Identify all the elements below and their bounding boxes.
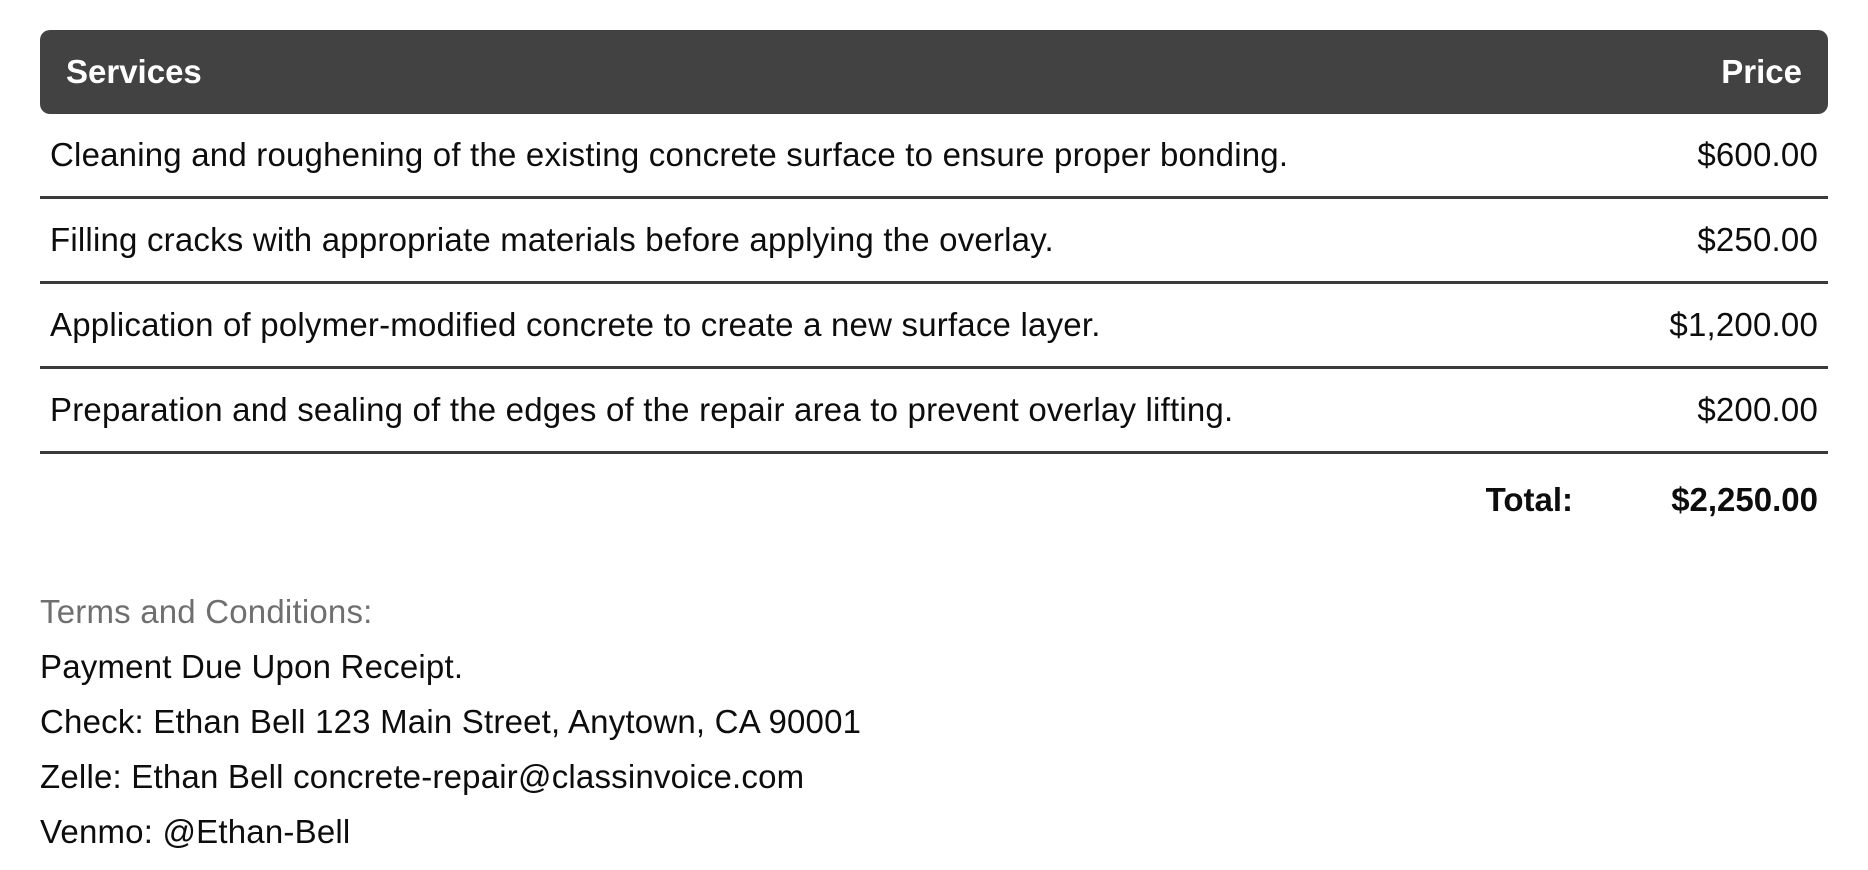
table-row xyxy=(40,199,1828,284)
terms-line-venmo: Venmo: @Ethan-Bell xyxy=(40,813,351,850)
services-table xyxy=(40,30,1828,546)
services-table-footer xyxy=(40,454,1828,546)
terms-and-conditions-section xyxy=(40,584,1828,859)
service-price: $1,200.00 xyxy=(1583,284,1828,369)
service-description: Preparation and sealing of the edges of the repair area to prevent overlay lifting. xyxy=(40,369,1583,454)
table-row xyxy=(40,114,1828,199)
table-row xyxy=(40,284,1828,369)
services-column-header: Services xyxy=(40,30,1583,114)
services-table-body xyxy=(40,114,1828,454)
service-description: Application of polymer-modified concrete to create a new surface layer. xyxy=(40,284,1583,369)
terms-line-payment: Payment Due Upon Receipt. xyxy=(40,648,464,685)
service-description: Cleaning and roughening of the existing concrete surface to ensure proper bonding. xyxy=(40,114,1583,199)
total-label: Total: xyxy=(1485,481,1573,518)
invoice-document xyxy=(40,30,1828,859)
service-price: $250.00 xyxy=(1583,199,1828,284)
total-row xyxy=(40,454,1828,546)
service-price: $200.00 xyxy=(1583,369,1828,454)
services-table-header xyxy=(40,30,1828,114)
service-description: Filling cracks with appropriate materials before applying the overlay. xyxy=(40,199,1583,284)
total-value: $2,250.00 xyxy=(1671,481,1818,518)
terms-heading: Terms and Conditions: xyxy=(40,593,373,630)
terms-line-check: Check: Ethan Bell 123 Main Street, Anytown, CA 90001 xyxy=(40,703,862,740)
price-column-header: Price xyxy=(1583,30,1828,114)
table-row xyxy=(40,369,1828,454)
service-price: $600.00 xyxy=(1583,114,1828,199)
terms-line-zelle: Zelle: Ethan Bell concrete-repair@classinvoice.com xyxy=(40,758,805,795)
header-row xyxy=(40,30,1828,114)
